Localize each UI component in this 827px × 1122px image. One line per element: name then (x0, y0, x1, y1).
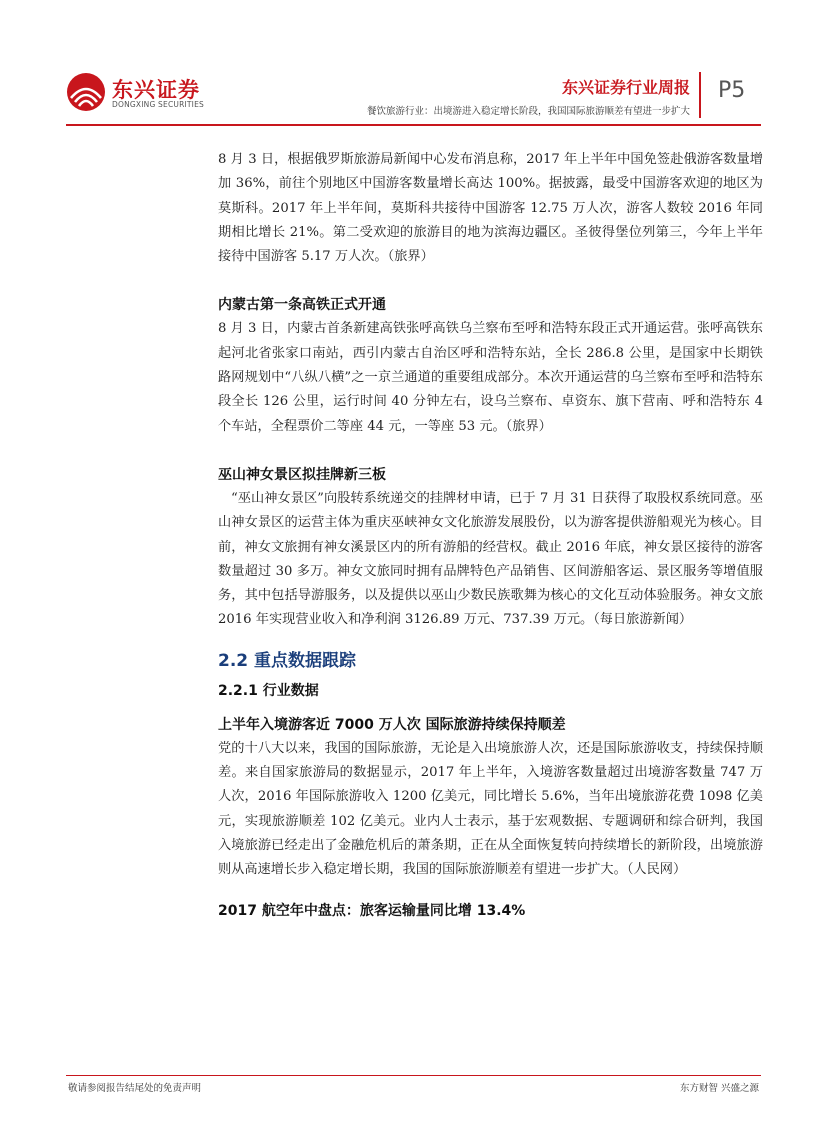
report-subtitle: 餐饮旅游行业：出境游进入稳定增长阶段，我国国际旅游顺差有望进一步扩大 (366, 106, 690, 117)
section-heading-2-2: 2.2 重点数据跟踪 (218, 650, 357, 671)
report-title: 东兴证券行业周报 (561, 78, 690, 97)
logo-mark-icon (66, 72, 106, 112)
news-paragraph-inbound-tourism: 党的十八大以来，我国的国际旅游，无论是入出境旅游人次，还是国际旅游收支，持续保持顺差。来自国家旅游局的数据显示，2017 年上半年，入境游客数量超过出境游客数量 747 万人次，2016 年国际旅游收入 1200 亿美元，同比增长 5.6%，当年出境旅游花费 1098 亿美元，实现旅游顺差 102 亿美元。业内人士表示，基于宏观数据、专题调研和综合研判，我国入境旅游已经走出了金融危机后的萧条期，正在从全面恢复转向持续增长的新阶段，出境旅游则从高速增长步入稳定增长期，我国的国际旅游顺差有望进一步扩大。（人民网） (218, 740, 763, 878)
footer-slogan: 东方财智 兴盛之源 (679, 1083, 759, 1094)
main-content (218, 148, 763, 923)
logo-en-text: DONGXING SECURITIES (112, 100, 204, 109)
page-number: P5 (718, 78, 746, 103)
section-heading-2-2-1: 2.2.1 行业数据 (218, 682, 319, 699)
logo-cn-text: 东兴证券 (112, 78, 200, 102)
footer-disclaimer: 敬请参阅报告结尾处的免责声明 (68, 1083, 202, 1094)
news-title-aviation: 2017 航空年中盘点：旅客运输量同比增 13.4% (218, 902, 526, 919)
header-rule (66, 124, 761, 126)
news-paragraph-inner-mongolia: 8 月 3 日，内蒙古首条新建高铁张呼高铁乌兰察布至呼和浩特东段正式开通运营。张呼高铁东起河北省张家口南站，西引内蒙古自治区呼和浩特东站，全长 286.8 公里，是国家中长期铁路网规划中“八纵八横”之一京兰通道的重要组成部分。本次开通运营的乌兰察布至呼和浩特东段全长 126 公里，运行时间 40 分钟左右，设乌兰察布、卓资东、旗下营南、呼和浩特东 4 个车站，全程票价二等座 44 元，一等座 53 元。（旅界） (218, 321, 763, 434)
news-paragraph-wushan: “巫山神女景区”向股转系统递交的挂牌材申请，已于 7 月 31 日获得了取股权系统同意。巫山神女景区的运营主体为重庆巫峡神女文化旅游发展股份，以为游客提供游船观光为核心。目前，神女文旅拥有神女溪景区内的所有游船的经营权。截止 2016 年底，神女景区接待的游客数量超过 30 多万。神女文旅同时拥有品牌特色产品销售、区间游船客运、景区服务等增值服务，其中包括导游服务，以及提供以巫山少数民族歌舞为核心的文化互动体验服务。神女文旅 2016 年实现营业收入和净利润 3126.89 万元、737.39 万元。（每日旅游新闻） (218, 490, 763, 628)
company-logo (66, 72, 226, 122)
news-paragraph-russia: 8 月 3 日，根据俄罗斯旅游局新闻中心发布消息称，2017 年上半年中国免签赴俄游客数量增加 36%，前往个别地区中国游客数量增长高达 100%。据披露，最受中国游客欢迎的地区为莫斯科。2017 年上半年间，莫斯科共接待中国游客 12.75 万人次，游客人数较 2016 年同期相比增长 21%。第二受欢迎的旅游目的地为滨海边疆区。圣彼得堡位列第三，今年上半年接待中国游客 5.17 万人次。（旅界） (218, 152, 763, 265)
page-header (0, 0, 827, 130)
header-divider (699, 72, 701, 118)
news-title-inbound-tourism: 上半年入境游客近 7000 万人次 国际旅游持续保持顺差 (218, 716, 566, 733)
news-title-wushan: 巫山神女景区拟挂牌新三板 (218, 466, 386, 483)
news-title-inner-mongolia: 内蒙古第一条高铁正式开通 (218, 297, 386, 314)
footer-rule (66, 1075, 761, 1076)
